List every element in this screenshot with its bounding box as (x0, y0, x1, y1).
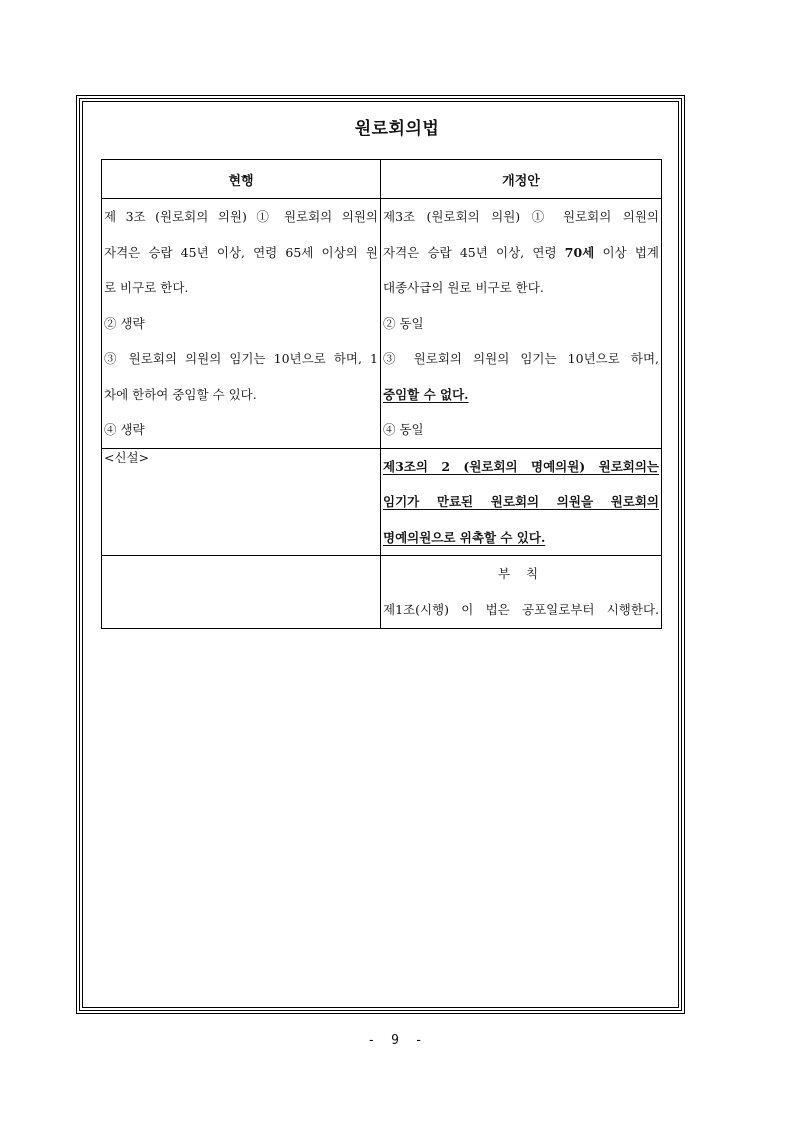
new-article-text: 명예의원으로 위촉할 수 있다. (383, 529, 546, 545)
page-number: - 9 - (367, 1033, 427, 1048)
new-article-text: 임기가 만료된 원로회의 의원을 원로회의 (383, 494, 659, 509)
text-line (383, 377, 659, 413)
supplementary-current-cell (102, 556, 381, 629)
new-article-text: 제3조의 2 (원로회의 명예의원) 원로회의는 (383, 458, 659, 474)
text-line (383, 484, 659, 520)
text-line: 제3조 (원로회의 의원) ① 원로회의 의원의 (383, 209, 659, 224)
table-header-row (102, 160, 662, 199)
text-line: ③ 원로회의 의원의 임기는 10년으로 하며, 1 (104, 351, 378, 366)
text-line: ③ 원로회의 의원의 임기는 10년으로 하며, (383, 351, 659, 366)
supplementary-title: 부 칙 (497, 566, 545, 581)
text-line: 대종사급의 원로 비구로 한다. (383, 280, 544, 295)
text-line (383, 449, 659, 485)
new-section-proposed-cell (381, 448, 662, 556)
text-line: 제 3조 (원로회의 의원) ① 원로회의 의원의 (104, 209, 378, 224)
text-line: ② 생략 (104, 315, 145, 331)
text-fragment: 자격은 승랍 45년 이상, 연령 (383, 244, 565, 260)
text-line (383, 520, 659, 556)
text-line: 차에 한하여 중임할 수 있다. (104, 386, 257, 402)
header-proposed: 개정안 (381, 160, 662, 199)
article3-proposed-cell (381, 199, 662, 449)
amended-term-text: 중임할 수 없다. (383, 386, 469, 402)
text-line (383, 235, 659, 271)
new-provision-tag: <신설> (104, 449, 150, 465)
article3-current-cell (102, 199, 381, 449)
amended-age-text: 70세 (564, 244, 595, 260)
supplementary-text: 제1조(시행) 이 법은 공포일로부터 시행한다. (383, 601, 659, 617)
new-section-current-cell (102, 448, 381, 556)
text-line: ② 동일 (383, 315, 424, 331)
table-row (102, 448, 662, 556)
text-line: 로 비구로 한다. (104, 280, 189, 295)
table-row (102, 556, 662, 629)
comparison-table (101, 159, 662, 629)
document-title: 원로회의법 (354, 119, 440, 139)
text-line: 자격은 승랍 45년 이상, 연령 65세 이상의 원 (104, 244, 378, 260)
text-line: ④ 동일 (383, 422, 424, 437)
text-fragment: 이상 법계 (594, 244, 659, 260)
text-line: ④ 생략 (104, 422, 145, 437)
table-row (102, 199, 662, 449)
header-current: 현행 (102, 160, 381, 199)
supplementary-proposed-cell (381, 556, 662, 629)
